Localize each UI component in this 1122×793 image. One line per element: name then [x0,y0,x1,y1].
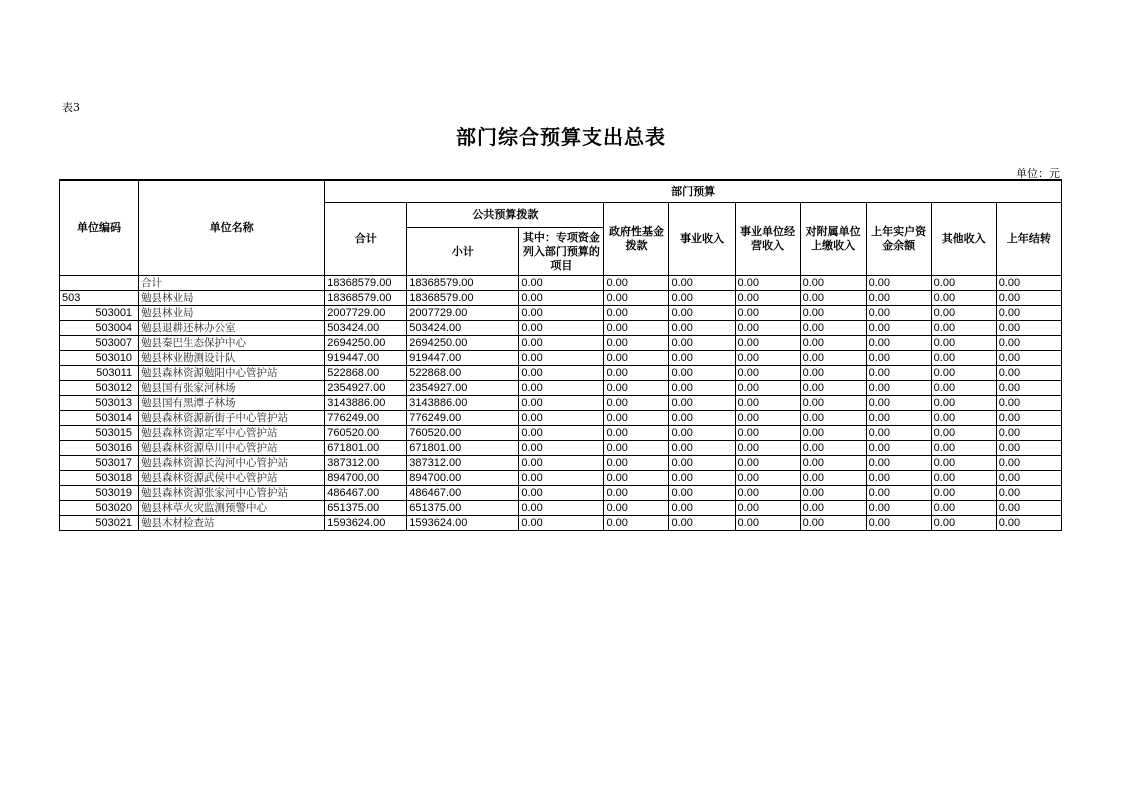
cell-prior-balance: 0.00 [866,426,931,441]
cell-operating-income: 0.00 [735,426,800,441]
cell-special: 0.00 [519,456,604,471]
cell-total: 486467.00 [325,486,407,501]
table-row [60,501,1062,516]
cell-special: 0.00 [519,516,604,531]
cell-business-income: 0.00 [669,306,735,321]
cell-subtotal: 1593624.00 [407,516,519,531]
cell-gov-fund: 0.00 [604,471,669,486]
cell-subsidiary-income: 0.00 [800,366,866,381]
cell-subtotal: 2694250.00 [407,336,519,351]
cell-subtotal: 760520.00 [407,426,519,441]
cell-other-income: 0.00 [931,396,996,411]
cell-name: 勉县国有张家河林场 [139,381,325,396]
cell-special: 0.00 [519,411,604,426]
cell-name: 勉县森林资源阜川中心管护站 [139,441,325,456]
cell-business-income: 0.00 [669,291,735,306]
cell-business-income: 0.00 [669,426,735,441]
cell-total: 776249.00 [325,411,407,426]
cell-carryover: 0.00 [996,291,1061,306]
cell-carryover: 0.00 [996,501,1061,516]
cell-business-income: 0.00 [669,501,735,516]
cell-other-income: 0.00 [931,441,996,456]
cell-total: 919447.00 [325,351,407,366]
cell-name: 勉县森林资源新街子中心管护站 [139,411,325,426]
cell-gov-fund: 0.00 [604,486,669,501]
page-title: 部门综合预算支出总表 [456,125,666,149]
cell-other-income: 0.00 [931,276,996,291]
cell-name: 勉县林业局 [139,291,325,306]
cell-name: 勉县木材检查站 [139,516,325,531]
header-carryover: 上年结转 [996,203,1061,276]
cell-operating-income: 0.00 [735,456,800,471]
cell-carryover: 0.00 [996,366,1061,381]
cell-gov-fund: 0.00 [604,306,669,321]
cell-other-income: 0.00 [931,306,996,321]
cell-business-income: 0.00 [669,351,735,366]
cell-special: 0.00 [519,291,604,306]
cell-code: 503015 [60,426,139,441]
cell-other-income: 0.00 [931,336,996,351]
cell-code: 503017 [60,456,139,471]
cell-operating-income: 0.00 [735,486,800,501]
cell-total: 387312.00 [325,456,407,471]
table-row [60,411,1062,426]
cell-carryover: 0.00 [996,456,1061,471]
cell-total: 18368579.00 [325,291,407,306]
header-prior-balance: 上年实户资金余额 [866,203,931,276]
cell-prior-balance: 0.00 [866,291,931,306]
cell-name: 勉县林业勘测设计队 [139,351,325,366]
cell-gov-fund: 0.00 [604,456,669,471]
cell-code: 503018 [60,471,139,486]
header-code: 单位编码 [60,180,139,276]
cell-carryover: 0.00 [996,411,1061,426]
cell-operating-income: 0.00 [735,291,800,306]
cell-other-income: 0.00 [931,381,996,396]
cell-subsidiary-income: 0.00 [800,411,866,426]
cell-subsidiary-income: 0.00 [800,471,866,486]
cell-other-income: 0.00 [931,456,996,471]
cell-business-income: 0.00 [669,411,735,426]
cell-code: 503007 [60,336,139,351]
cell-business-income: 0.00 [669,396,735,411]
cell-gov-fund: 0.00 [604,381,669,396]
cell-name: 勉县森林资源勉阳中心管护站 [139,366,325,381]
cell-name: 勉县森林资源长沟河中心管护站 [139,456,325,471]
cell-subtotal: 671801.00 [407,441,519,456]
cell-subsidiary-income: 0.00 [800,501,866,516]
cell-other-income: 0.00 [931,411,996,426]
cell-business-income: 0.00 [669,456,735,471]
table-row [60,471,1062,486]
cell-special: 0.00 [519,426,604,441]
cell-subsidiary-income: 0.00 [800,306,866,321]
cell-special: 0.00 [519,276,604,291]
table-row [60,516,1062,531]
cell-name: 勉县秦巴生态保护中心 [139,336,325,351]
cell-operating-income: 0.00 [735,471,800,486]
cell-carryover: 0.00 [996,306,1061,321]
cell-gov-fund: 0.00 [604,501,669,516]
cell-total: 3143886.00 [325,396,407,411]
cell-subtotal: 3143886.00 [407,396,519,411]
cell-special: 0.00 [519,366,604,381]
cell-carryover: 0.00 [996,351,1061,366]
table-header [60,180,1062,276]
cell-other-income: 0.00 [931,501,996,516]
cell-name: 勉县国有黑潭子林场 [139,396,325,411]
cell-carryover: 0.00 [996,381,1061,396]
cell-subtotal: 651375.00 [407,501,519,516]
cell-operating-income: 0.00 [735,276,800,291]
table-row [60,441,1062,456]
cell-business-income: 0.00 [669,381,735,396]
table-row [60,381,1062,396]
cell-carryover: 0.00 [996,396,1061,411]
cell-name: 勉县森林资源张家河中心管护站 [139,486,325,501]
cell-special: 0.00 [519,306,604,321]
budget-expenditure-table [59,179,1062,531]
cell-code: 503014 [60,411,139,426]
cell-other-income: 0.00 [931,366,996,381]
cell-name: 合计 [139,276,325,291]
cell-special: 0.00 [519,441,604,456]
cell-subsidiary-income: 0.00 [800,516,866,531]
cell-name: 勉县林业局 [139,306,325,321]
cell-prior-balance: 0.00 [866,516,931,531]
cell-special: 0.00 [519,396,604,411]
header-name: 单位名称 [139,180,325,276]
cell-subsidiary-income: 0.00 [800,276,866,291]
cell-subtotal: 503424.00 [407,321,519,336]
cell-special: 0.00 [519,381,604,396]
cell-prior-balance: 0.00 [866,336,931,351]
cell-total: 2354927.00 [325,381,407,396]
cell-subtotal: 387312.00 [407,456,519,471]
cell-operating-income: 0.00 [735,396,800,411]
cell-business-income: 0.00 [669,486,735,501]
header-operating-income: 事业单位经营收入 [735,203,800,276]
cell-operating-income: 0.00 [735,351,800,366]
cell-operating-income: 0.00 [735,306,800,321]
cell-prior-balance: 0.00 [866,441,931,456]
table-row [60,366,1062,381]
table-row [60,396,1062,411]
cell-business-income: 0.00 [669,336,735,351]
cell-subsidiary-income: 0.00 [800,321,866,336]
cell-total: 522868.00 [325,366,407,381]
cell-business-income: 0.00 [669,276,735,291]
cell-gov-fund: 0.00 [604,441,669,456]
cell-code: 503 [60,291,139,306]
cell-gov-fund: 0.00 [604,516,669,531]
cell-carryover: 0.00 [996,276,1061,291]
table-row [60,321,1062,336]
cell-code: 503019 [60,486,139,501]
cell-total: 503424.00 [325,321,407,336]
table-row [60,426,1062,441]
cell-special: 0.00 [519,501,604,516]
cell-prior-balance: 0.00 [866,411,931,426]
header-other-income: 其他收入 [931,203,996,276]
cell-total: 2694250.00 [325,336,407,351]
cell-special: 0.00 [519,321,604,336]
cell-code: 503012 [60,381,139,396]
cell-prior-balance: 0.00 [866,276,931,291]
cell-prior-balance: 0.00 [866,366,931,381]
cell-prior-balance: 0.00 [866,456,931,471]
cell-subtotal: 2007729.00 [407,306,519,321]
cell-code: 503011 [60,366,139,381]
cell-code [60,276,139,291]
cell-subsidiary-income: 0.00 [800,396,866,411]
cell-name: 勉县森林资源武侯中心管护站 [139,471,325,486]
cell-code: 503010 [60,351,139,366]
cell-business-income: 0.00 [669,471,735,486]
cell-gov-fund: 0.00 [604,411,669,426]
cell-gov-fund: 0.00 [604,426,669,441]
cell-special: 0.00 [519,471,604,486]
table-body [60,276,1062,531]
cell-subsidiary-income: 0.00 [800,456,866,471]
cell-business-income: 0.00 [669,516,735,531]
cell-name: 勉县森林资源定军中心管护站 [139,426,325,441]
cell-code: 503021 [60,516,139,531]
header-public-budget: 公共预算拨款 [407,203,604,228]
header-business-income: 事业收入 [669,203,735,276]
cell-carryover: 0.00 [996,336,1061,351]
table-row [60,291,1062,306]
cell-subsidiary-income: 0.00 [800,381,866,396]
cell-gov-fund: 0.00 [604,351,669,366]
cell-total: 1593624.00 [325,516,407,531]
cell-gov-fund: 0.00 [604,396,669,411]
cell-special: 0.00 [519,351,604,366]
cell-subtotal: 522868.00 [407,366,519,381]
cell-business-income: 0.00 [669,321,735,336]
cell-subsidiary-income: 0.00 [800,351,866,366]
header-subsidiary-income: 对附属单位上缴收入 [800,203,866,276]
cell-operating-income: 0.00 [735,336,800,351]
cell-operating-income: 0.00 [735,366,800,381]
table-row [60,336,1062,351]
cell-operating-income: 0.00 [735,321,800,336]
cell-subtotal: 2354927.00 [407,381,519,396]
cell-carryover: 0.00 [996,486,1061,501]
header-special-projects: 其中：专项资金列入部门预算的项目 [519,228,604,276]
table-row [60,306,1062,321]
cell-total: 651375.00 [325,501,407,516]
cell-prior-balance: 0.00 [866,396,931,411]
cell-code: 503004 [60,321,139,336]
cell-subsidiary-income: 0.00 [800,336,866,351]
cell-carryover: 0.00 [996,426,1061,441]
cell-prior-balance: 0.00 [866,351,931,366]
cell-name: 勉县林草火灾监测预警中心 [139,501,325,516]
cell-other-income: 0.00 [931,351,996,366]
cell-carryover: 0.00 [996,321,1061,336]
cell-gov-fund: 0.00 [604,276,669,291]
cell-total: 671801.00 [325,441,407,456]
cell-business-income: 0.00 [669,366,735,381]
cell-subtotal: 486467.00 [407,486,519,501]
cell-gov-fund: 0.00 [604,291,669,306]
cell-subtotal: 776249.00 [407,411,519,426]
cell-gov-fund: 0.00 [604,366,669,381]
cell-other-income: 0.00 [931,321,996,336]
table-row [60,276,1062,291]
table-row [60,351,1062,366]
cell-code: 503016 [60,441,139,456]
cell-subtotal: 18368579.00 [407,276,519,291]
cell-name: 勉县退耕还林办公室 [139,321,325,336]
cell-other-income: 0.00 [931,516,996,531]
cell-subtotal: 919447.00 [407,351,519,366]
header-total: 合计 [325,203,407,276]
cell-code: 503013 [60,396,139,411]
cell-subtotal: 18368579.00 [407,291,519,306]
cell-total: 18368579.00 [325,276,407,291]
cell-total: 894700.00 [325,471,407,486]
cell-other-income: 0.00 [931,291,996,306]
cell-business-income: 0.00 [669,441,735,456]
unit-label: 单位：元 [1016,167,1060,180]
cell-other-income: 0.00 [931,426,996,441]
cell-subsidiary-income: 0.00 [800,291,866,306]
cell-code: 503001 [60,306,139,321]
table-row [60,456,1062,471]
cell-prior-balance: 0.00 [866,501,931,516]
table-number-label: 表3 [62,101,80,114]
cell-prior-balance: 0.00 [866,486,931,501]
cell-operating-income: 0.00 [735,381,800,396]
cell-prior-balance: 0.00 [866,381,931,396]
header-dept-budget: 部门预算 [325,180,1062,203]
cell-special: 0.00 [519,486,604,501]
cell-subsidiary-income: 0.00 [800,426,866,441]
cell-prior-balance: 0.00 [866,306,931,321]
cell-other-income: 0.00 [931,486,996,501]
cell-subtotal: 894700.00 [407,471,519,486]
cell-special: 0.00 [519,336,604,351]
cell-total: 760520.00 [325,426,407,441]
cell-total: 2007729.00 [325,306,407,321]
cell-carryover: 0.00 [996,471,1061,486]
cell-prior-balance: 0.00 [866,321,931,336]
cell-gov-fund: 0.00 [604,336,669,351]
cell-operating-income: 0.00 [735,516,800,531]
cell-operating-income: 0.00 [735,411,800,426]
cell-subsidiary-income: 0.00 [800,441,866,456]
cell-subsidiary-income: 0.00 [800,486,866,501]
table-row [60,486,1062,501]
cell-operating-income: 0.00 [735,501,800,516]
cell-code: 503020 [60,501,139,516]
header-subtotal: 小计 [407,228,519,276]
cell-prior-balance: 0.00 [866,471,931,486]
header-gov-fund: 政府性基金拨款 [604,203,669,276]
cell-carryover: 0.00 [996,516,1061,531]
cell-carryover: 0.00 [996,441,1061,456]
cell-operating-income: 0.00 [735,441,800,456]
cell-gov-fund: 0.00 [604,321,669,336]
cell-other-income: 0.00 [931,471,996,486]
